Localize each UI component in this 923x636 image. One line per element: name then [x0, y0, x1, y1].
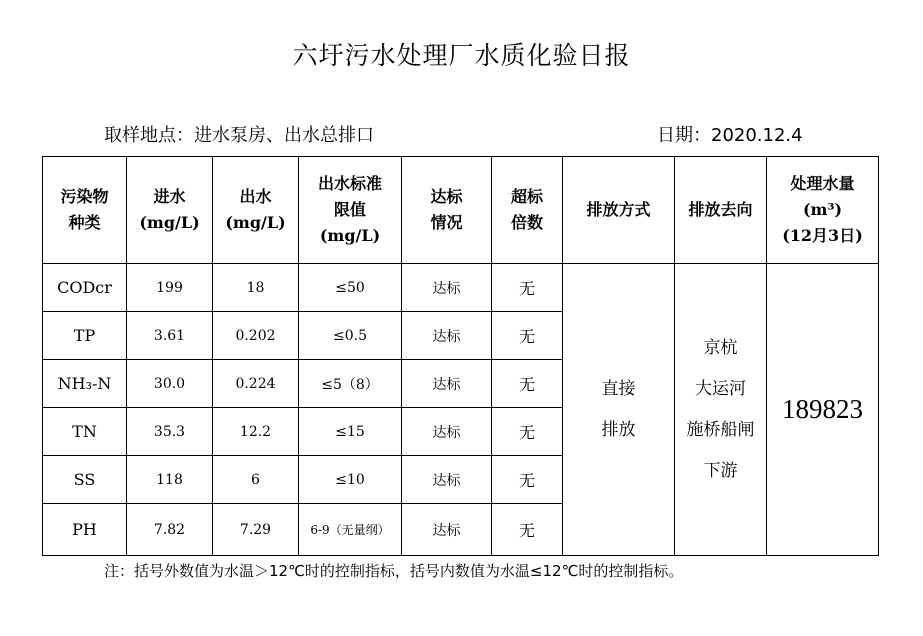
header-compliance: 达标 情况	[402, 157, 492, 264]
param-cell: SS	[43, 456, 127, 504]
sampling-location: 取样地点：进水泵房、出水总排口	[104, 125, 374, 146]
report-date: 日期：2020.12.4	[657, 125, 803, 146]
effluent-cell: 0.202	[213, 312, 299, 360]
status-cell: 达标	[402, 504, 492, 556]
header-pollutant: 污染物 种类	[43, 157, 127, 264]
discharge-method-cell: 直接 排放	[563, 264, 675, 556]
status-cell: 达标	[402, 264, 492, 312]
influent-cell: 3.61	[127, 312, 213, 360]
table-row	[43, 264, 879, 312]
header-effluent: 出水 (mg/L)	[213, 157, 299, 264]
limit-cell: ≤10	[299, 456, 402, 504]
param-cell: NH₃-N	[43, 360, 127, 408]
limit-cell: ≤5（8）	[299, 360, 402, 408]
status-cell: 达标	[402, 408, 492, 456]
effluent-cell: 0.224	[213, 360, 299, 408]
param-cell: CODcr	[43, 264, 127, 312]
limit-cell: ≤50	[299, 264, 402, 312]
influent-cell: 7.82	[127, 504, 213, 556]
status-cell: 达标	[402, 312, 492, 360]
param-cell: TP	[43, 312, 127, 360]
exceed-cell: 无	[492, 456, 563, 504]
status-cell: 达标	[402, 456, 492, 504]
effluent-cell: 6	[213, 456, 299, 504]
influent-cell: 199	[127, 264, 213, 312]
exceed-cell: 无	[492, 264, 563, 312]
effluent-cell: 7.29	[213, 504, 299, 556]
volume-cell: 189823	[767, 264, 879, 556]
limit-cell: 6-9（无量纲）	[299, 504, 402, 556]
effluent-cell: 12.2	[213, 408, 299, 456]
influent-cell: 118	[127, 456, 213, 504]
exceed-cell: 无	[492, 408, 563, 456]
water-quality-table	[42, 156, 879, 556]
exceed-cell: 无	[492, 312, 563, 360]
influent-cell: 35.3	[127, 408, 213, 456]
exceed-cell: 无	[492, 504, 563, 556]
exceed-cell: 无	[492, 360, 563, 408]
header-volume: 处理水量 (m³) (12月3日)	[767, 157, 879, 264]
limit-cell: ≤15	[299, 408, 402, 456]
footnote: 注：括号外数值为水温＞12℃时的控制指标，括号内数值为水温≤12℃时的控制指标。	[104, 562, 684, 580]
influent-cell: 30.0	[127, 360, 213, 408]
limit-cell: ≤0.5	[299, 312, 402, 360]
report-title: 六圩污水处理厂水质化验日报	[292, 41, 631, 70]
param-cell: TN	[43, 408, 127, 456]
header-discharge-destination: 排放去向	[675, 157, 767, 264]
discharge-destination-cell: 京杭 大运河 施桥船闸 下游	[675, 264, 767, 556]
status-cell: 达标	[402, 360, 492, 408]
header-discharge-method: 排放方式	[563, 157, 675, 264]
header-influent: 进水 (mg/L)	[127, 157, 213, 264]
table-header-row	[43, 157, 879, 264]
header-exceed: 超标 倍数	[492, 157, 563, 264]
effluent-cell: 18	[213, 264, 299, 312]
param-cell: PH	[43, 504, 127, 556]
header-limit: 出水标准 限值 (mg/L)	[299, 157, 402, 264]
